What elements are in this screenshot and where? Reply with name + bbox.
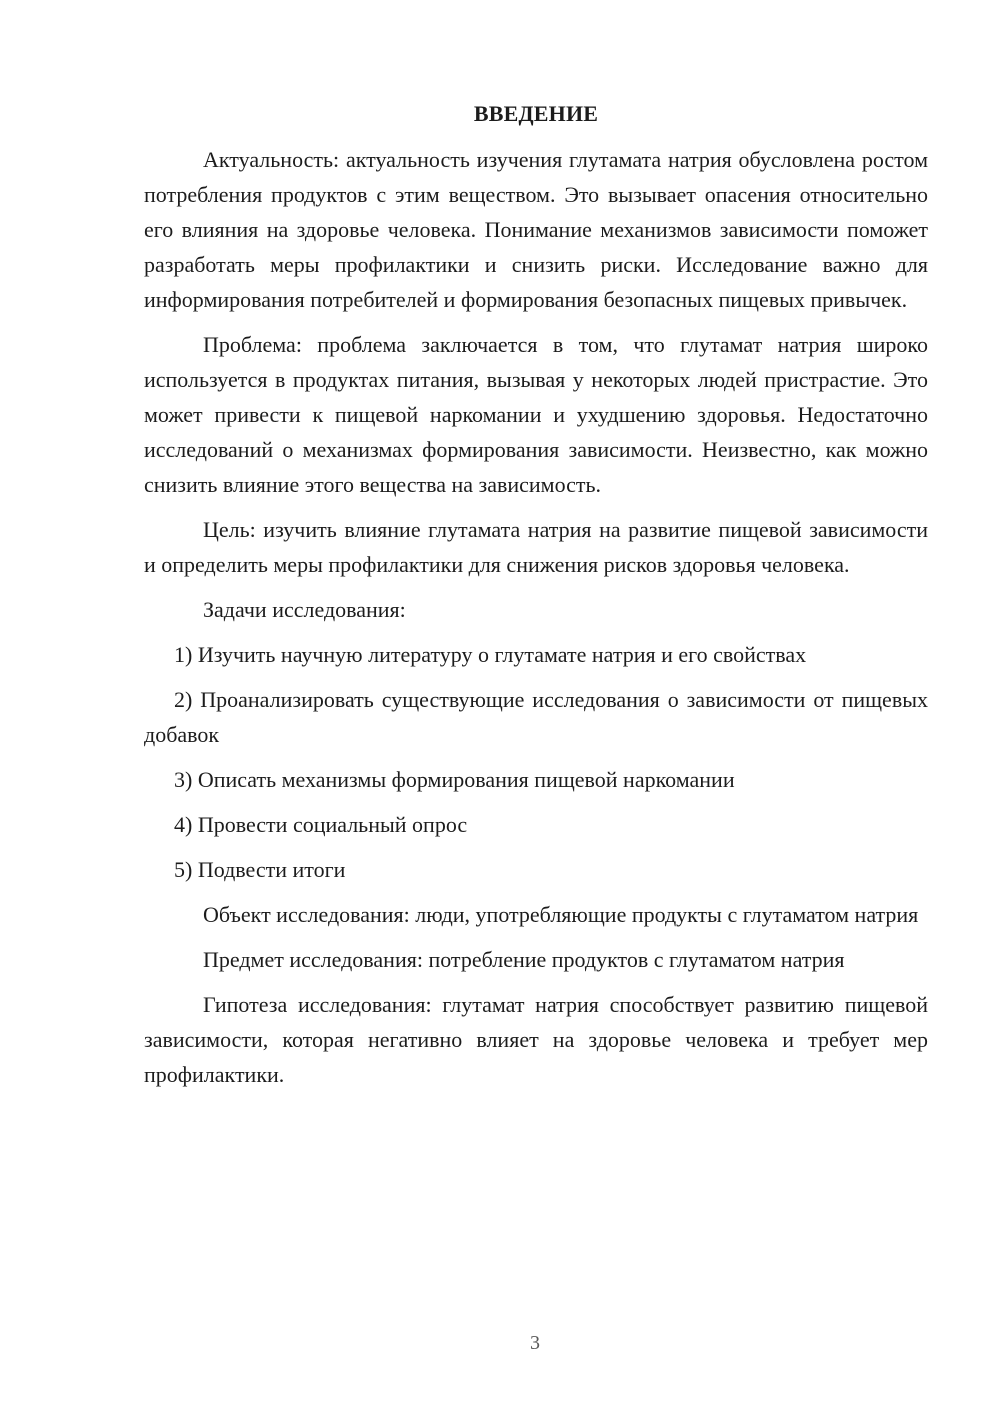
paragraph-object: Объект исследования: люди, употребляющие продукты с глутаматом натрия bbox=[203, 902, 919, 927]
paragraph-relevance: Актуальность: актуальность изучения глутамата натрия обусловлена ростом потребления продуктов с этим веществом. Это вызывает опасения относительно его влияния на здоровье человека. Понимание механизмов зависимости поможет разработать меры профилактики и снизить риски. Исследование важно для информирования потребителей и формирования безопасных пищевых привычек. bbox=[144, 147, 928, 312]
task-item-4: 4) Провести социальный опрос bbox=[174, 812, 468, 837]
task-item-1: 1) Изучить научную литературу о глутамате натрия и его свойствах bbox=[174, 642, 807, 667]
paragraph-subject: Предмет исследования: потребление продуктов с глутаматом натрия bbox=[203, 947, 845, 972]
tasks-heading: Задачи исследования: bbox=[203, 597, 406, 622]
task-item-3: 3) Описать механизмы формирования пищевой наркомании bbox=[174, 767, 735, 792]
paragraph-goal: Цель: изучить влияние глутамата натрия на развитие пищевой зависимости и определить меры профилактики для снижения рисков здоровья человека. bbox=[144, 517, 928, 577]
paragraph-problem: Проблема: проблема заключается в том, что глутамат натрия широко используется в продуктах питания, вызывая у некоторых людей пристрастие. Это может привести к пищевой наркомании и ухудшению здоровья. Недостаточно исследований о механизмах формирования зависимости. Неизвестно, как можно снизить влияние этого вещества на зависимость. bbox=[144, 332, 928, 497]
document-page bbox=[144, 96, 928, 1102]
task-item-2: 2) Проанализировать существующие исследования о зависимости от пищевых добавок bbox=[144, 687, 928, 747]
section-heading: ВВЕДЕНИЕ bbox=[473, 101, 599, 126]
task-item-5: 5) Подвести итоги bbox=[174, 857, 346, 882]
page-number: 3 bbox=[530, 1332, 540, 1354]
paragraph-hypothesis: Гипотеза исследования: глутамат натрия способствует развитию пищевой зависимости, которая негативно влияет на здоровье человека и требует мер профилактики. bbox=[144, 992, 928, 1087]
